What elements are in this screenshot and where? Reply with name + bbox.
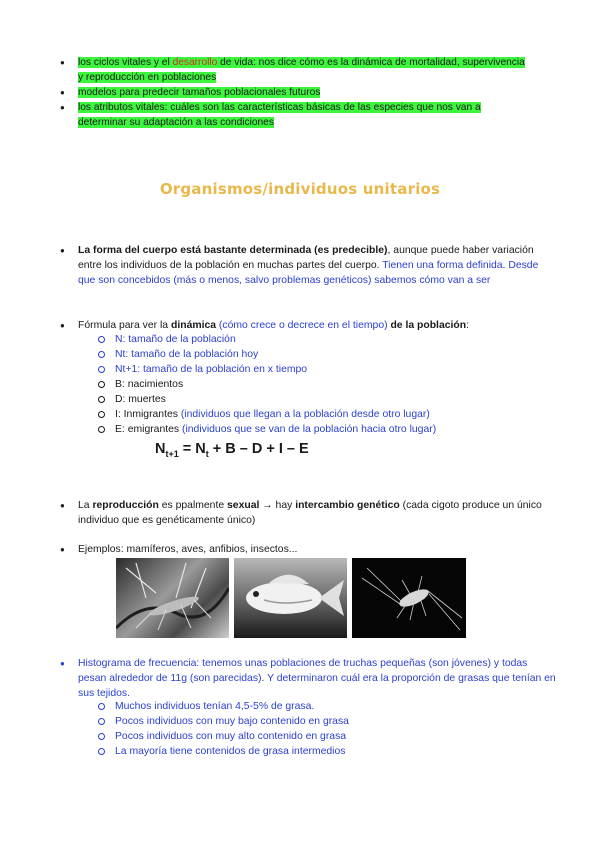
- paragraph-examples: ● Ejemplos: mamíferos, aves, anfibios, insectos...: [60, 544, 298, 555]
- list-item: La mayoría tiene contenidos de grasa intermedios: [98, 744, 538, 759]
- list-item: Nt: tamaño de la población hoy: [98, 347, 538, 362]
- paragraph-formula-intro: ● Fórmula para ver la dinámica (cómo crece o decrece en el tiempo) de la población:: [60, 320, 469, 331]
- list-item: D: muertes: [98, 392, 538, 407]
- fish-image: [234, 558, 347, 638]
- histogram-list: [98, 699, 538, 759]
- paragraph-body-shape: ● La forma del cuerpo está bastante determinada (es predecible), aunque puede haber variación entre los individuos de la población en muchas partes del cuerpo. Tienen una forma definida. Desde que son concebidos (más o menos, salvo problemas genéticos) sabemos cómo van a ser: [60, 245, 539, 286]
- list-item: Pocos individuos con muy bajo contenido en grasa: [98, 714, 538, 729]
- intro-list: [58, 55, 528, 130]
- list-item: E: emigrantes (individuos que se van de la población hacia otro lugar): [98, 422, 538, 437]
- insect-on-branch-image: [116, 558, 229, 638]
- list-item: N: tamaño de la población: [98, 332, 538, 347]
- paragraph-histogram: ● Histograma de frecuencia: tenemos unas poblaciones de truchas pequeñas (son jóvenes) y todas pesan alrededor de 11g (son parecidas). Y determinaron cuál era la proporción de grasas que tenían en sus tejidos.: [60, 658, 556, 699]
- formula-terms-list: [98, 332, 538, 437]
- population-formula: $N_{t+1} = N_t + B - D + I - E$: [155, 441, 309, 459]
- list-item: I: Inmigrantes (individuos que llegan a la población desde otro lugar): [98, 407, 538, 422]
- list-item: B: nacimientos: [98, 377, 538, 392]
- examples-photos: [116, 558, 466, 638]
- silverfish-image: [352, 558, 466, 638]
- list-item: ● los atributos vitales: cuáles son las características básicas de las especies que nos van a determinar su adaptación a las condiciones: [58, 100, 528, 130]
- list-item: Nt+1: tamaño de la población en x tiempo: [98, 362, 538, 377]
- section-heading: Organismos/individuos unitarios: [159, 180, 441, 198]
- list-item: Muchos individuos tenían 4,5-5% de grasa.: [98, 699, 538, 714]
- list-item: ● los ciclos vitales y el desarrollo de vida: nos dice cómo es la dinámica de mortalidad, supervivencia y reproducción en poblaciones: [58, 55, 528, 85]
- paragraph-reproduction: ● La reproducción es ppalmente sexual → hay intercambio genético (cada cigoto produce un único individuo que es genéticamente único): [60, 500, 542, 526]
- list-item: ● modelos para predecir tamaños poblacionales futuros: [58, 85, 528, 100]
- list-item: Pocos individuos con muy alto contenido en grasa: [98, 729, 538, 744]
